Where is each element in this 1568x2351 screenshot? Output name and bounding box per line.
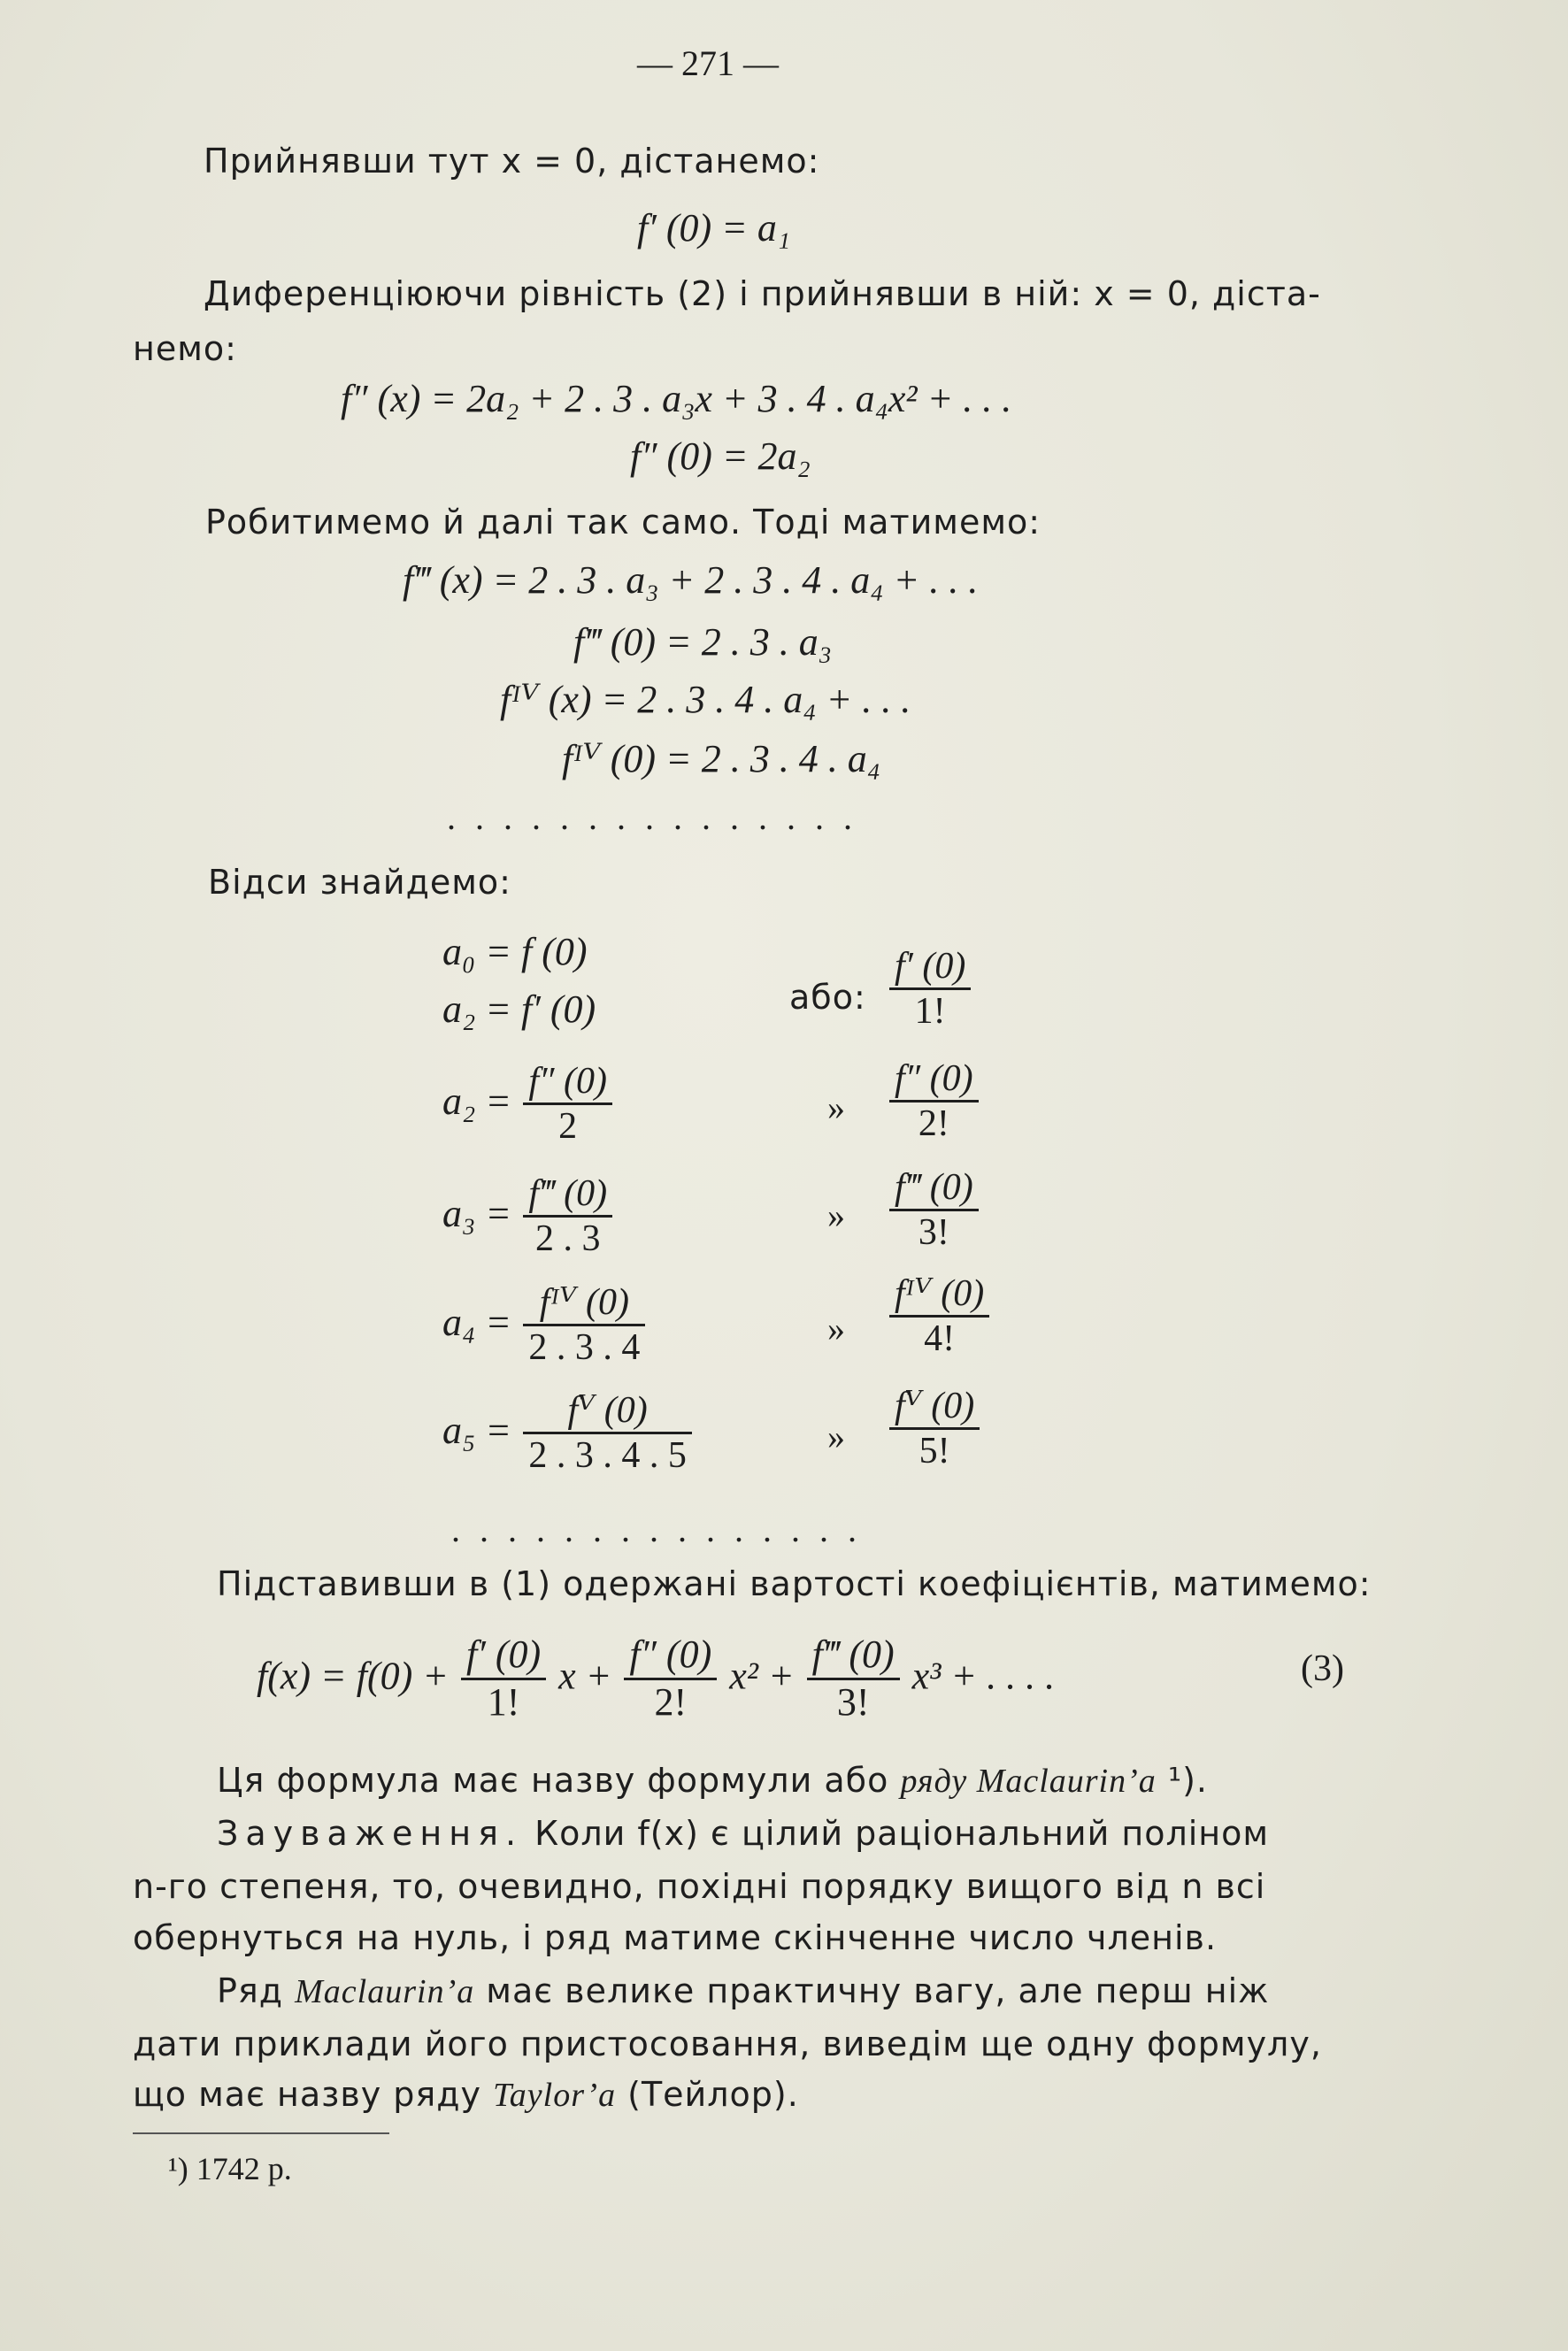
ellipsis-row: ............... (451, 1510, 876, 1549)
coef-line: a₂ = f′ (0) (442, 987, 596, 1031)
paragraph-line: Зауваження. Коли f(x) є цілий раціональний поліном (217, 1814, 1270, 1853)
equation: fᴵⱽ (0) = 2 . 3 . 4 . a₄ (562, 737, 881, 780)
coef-alt: $\frac{f' (0)}{1!}$ (889, 945, 971, 1033)
coef-alt: $\frac{f'' (0)}{2!}$ (889, 1057, 979, 1146)
equation: f‴ (x) = 2 . 3 . a₃ + 2 . 3 . 4 . a₄ + . . . (403, 558, 979, 602)
coef-line: a₅ = $\frac{\text{fⱽ (0)}}{2 . 3 . 4 . 5}$ (442, 1389, 692, 1478)
paragraph-line: Ряд Maclaurin’a має велике практичну вагу, але перш ніж (217, 1971, 1270, 2010)
paragraph-line: Прийнявши тут x = 0, дістанемо: (204, 142, 820, 181)
coef-alt-label: або: (789, 978, 866, 1017)
equation: f′ (0) = a₁ (637, 206, 791, 250)
equation: f″ (x) = 2a₂ + 2 . 3 . a₃x + 3 . 4 . a₄x² + . . . (341, 377, 1012, 420)
maclaurin-formula: f(x) = f(0) + $\frac{f' (0)}{1!}$ x + $\frac{f'' (0)}{2!}$ x² + $\frac{f‴ (0)}{3!}$ x³ + . . . . (257, 1633, 1056, 1724)
paragraph-line: Диференціюючи рівність (2) і прийнявши в ній: x = 0, діста- (204, 274, 1321, 313)
ellipsis-row: ............... (447, 797, 872, 837)
paragraph-line: Відси знайдемо: (208, 863, 511, 902)
ditto-mark: » (827, 1309, 845, 1348)
paragraph-line: Підставивши в (1) одержані вартості коефіцієнтів, матимемо: (217, 1564, 1372, 1603)
paragraph-line: Ця формула має назву формули або ряду Maclaurin’a ¹). (217, 1761, 1208, 1800)
coef-line: a₃ = $\frac{f‴ (0)}{2 . 3}$ (442, 1172, 612, 1261)
coef-alt: $\frac{\text{fᴵⱽ (0)}}{4!}$ (889, 1272, 989, 1361)
paragraph-line: Робитимемо й далі так само. Тоді матимемо: (205, 503, 1041, 542)
page-number: — 271 — (637, 43, 779, 83)
ditto-mark: » (827, 1195, 845, 1235)
coef-alt: $\frac{f‴ (0)}{3!}$ (889, 1166, 979, 1255)
equation: f″ (0) = 2a₂ (630, 434, 811, 478)
coef-alt: $\frac{\text{fⱽ (0)}}{5!}$ (889, 1385, 980, 1473)
footnote: ¹) 1742 р. (168, 2151, 292, 2186)
coef-line: a₂ = $\frac{f'' (0)}{2}$ (442, 1060, 612, 1149)
equation: f‴ (0) = 2 . 3 . a₃ (573, 620, 832, 664)
equation-number: (3) (1301, 1648, 1344, 1689)
paragraph-line: що має назву ряду Taylor’a (Тейлор). (133, 2075, 799, 2114)
paragraph-line: обернуться на нуль, і ряд матиме скінченне число членів. (133, 1918, 1218, 1957)
equation: fᴵⱽ (x) = 2 . 3 . 4 . a₄ + . . . (500, 678, 911, 721)
paragraph-line: n-го степеня, то, очевидно, похідні порядку вищого від n всі (133, 1867, 1266, 1906)
ditto-mark: » (827, 1417, 845, 1456)
coef-line: a₄ = $\frac{\text{fᴵⱽ (0)}}{2 . 3 . 4}$ (442, 1281, 645, 1370)
ditto-mark: » (827, 1087, 845, 1127)
coef-line: a₀ = f (0) (442, 930, 588, 973)
paragraph-line: немо: (133, 329, 237, 368)
footnote-rule (133, 2132, 389, 2134)
paragraph-line: дати приклади його пристосовання, виведім ще одну формулу, (133, 2024, 1322, 2063)
